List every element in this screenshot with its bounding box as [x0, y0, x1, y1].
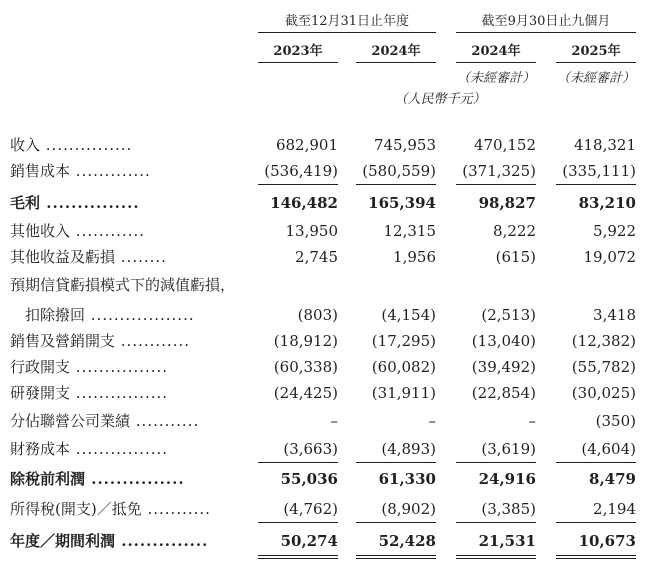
row-value-col-1: 52,428: [378, 532, 436, 550]
rule-after-profit-2: [456, 555, 536, 556]
row-label-text: 分佔聯營公司業績: [10, 412, 131, 430]
row-leader-dots: ................: [70, 440, 169, 458]
row-label-text: 其他收入: [10, 222, 71, 240]
year-rule-1: [356, 62, 436, 63]
table-row: [0, 530, 659, 553]
table-row: [0, 160, 659, 183]
row-label-text: 銷售及營銷開支: [10, 332, 116, 350]
row-value-col-2: 98,827: [478, 194, 536, 212]
row-leader-dots: ...........: [141, 500, 211, 518]
row-value-col-1: 745,953: [373, 136, 436, 154]
row-leader-dots: ............: [70, 222, 146, 240]
table-row: [0, 330, 659, 353]
rule-after-income-tax-2: [456, 522, 536, 523]
row-value-col-3: 19,072: [583, 248, 636, 266]
table-row: [0, 438, 659, 461]
row-value-col-0: (803): [297, 306, 338, 324]
row-value-col-3: (12,382): [571, 332, 636, 350]
row-value-col-1: (31,911): [371, 384, 436, 402]
row-label: [10, 192, 140, 215]
row-value-col-2: (13,040): [471, 332, 536, 350]
year-rule-2: [456, 62, 536, 63]
row-label: [10, 220, 145, 243]
rule-after-finance-costs-3: [556, 462, 636, 463]
row-value-col-3: 5,922: [593, 222, 636, 240]
row-leader-dots: ...............: [85, 470, 185, 488]
row-label-text: 預期信貸虧損模式下的減值虧損，: [10, 276, 236, 294]
row-leader-dots: ................: [70, 384, 169, 402]
rule-after-profit-0: [258, 555, 338, 556]
row-label: [10, 134, 132, 157]
rule-after-income-tax-1: [356, 522, 436, 523]
unaudited-note-2024: （未經審計）: [456, 71, 535, 86]
row-value-col-0: (3,663): [283, 440, 338, 458]
unaudited-note-2025: （未經審計）: [556, 71, 635, 86]
row-label: [10, 274, 235, 297]
header-group-b-rule: [456, 32, 636, 33]
row-value-col-2: –: [528, 412, 536, 430]
rule-after-finance-costs-0: [258, 462, 338, 463]
row-value-col-3: 3,418: [593, 306, 636, 324]
rule-after-profit-double-1: [356, 558, 436, 559]
row-value-col-0: (4,762): [283, 500, 338, 518]
row-label: [10, 468, 185, 491]
row-value-col-0: (60,338): [273, 358, 338, 376]
row-label: [10, 438, 168, 461]
row-label: [10, 160, 151, 183]
table-row: [0, 220, 659, 243]
rule-after-profit-1: [356, 555, 436, 556]
rule-after-cost-of-sales-2: [456, 184, 536, 185]
header-year-2023: 2023年: [273, 44, 323, 59]
header-group-nine-months: 截至9月30日止九個月: [481, 14, 611, 29]
header-group-year-end: 截至12月31日止年度: [284, 14, 410, 29]
row-label: [10, 498, 211, 521]
table-row: [0, 246, 659, 269]
table-row: [0, 468, 659, 491]
header-group-a-rule: [258, 32, 436, 33]
row-value-col-2: (615): [495, 248, 536, 266]
table-row: [0, 410, 659, 433]
table-row: [0, 382, 659, 405]
header-year-2024-b: 2024年: [471, 44, 521, 59]
row-leader-dots: ...............: [40, 136, 133, 154]
table-row: [0, 192, 659, 215]
row-value-col-3: 10,673: [578, 532, 636, 550]
row-value-col-3: (55,782): [571, 358, 636, 376]
row-leader-dots: ...........: [130, 412, 200, 430]
row-value-col-3: (30,025): [571, 384, 636, 402]
table-row: [0, 304, 659, 327]
row-value-col-2: 24,916: [478, 470, 536, 488]
row-value-col-3: 2,194: [593, 500, 636, 518]
header-year-2024-a: 2024年: [371, 44, 421, 59]
rule-after-cost-of-sales-0: [258, 184, 338, 185]
rule-after-profit-3: [556, 555, 636, 556]
row-value-col-3: (4,604): [581, 440, 636, 458]
row-value-col-1: (8,902): [381, 500, 436, 518]
row-value-col-2: 470,152: [473, 136, 536, 154]
year-rule-0: [258, 62, 338, 63]
row-value-col-2: (3,619): [481, 440, 536, 458]
table-row: [0, 134, 659, 157]
row-leader-dots: ...............: [40, 194, 140, 212]
row-value-col-1: –: [428, 412, 436, 430]
rule-after-cost-of-sales-3: [556, 184, 636, 185]
row-value-col-1: (60,082): [371, 358, 436, 376]
row-value-col-1: 61,330: [378, 470, 436, 488]
row-value-col-1: (4,893): [381, 440, 436, 458]
rule-after-profit-double-2: [456, 558, 536, 559]
row-label-text: 財務成本: [10, 440, 71, 458]
row-label: [25, 304, 195, 327]
row-value-col-3: (350): [595, 412, 636, 430]
row-label-text: 毛利: [10, 194, 41, 212]
row-value-col-0: –: [330, 412, 338, 430]
row-value-col-2: (39,492): [471, 358, 536, 376]
row-value-col-3: 418,321: [573, 136, 636, 154]
rule-after-finance-costs-1: [356, 462, 436, 463]
row-leader-dots: ............: [115, 332, 191, 350]
row-value-col-0: 50,274: [280, 532, 338, 550]
rule-after-cost-of-sales-1: [356, 184, 436, 185]
row-value-col-0: (24,425): [273, 384, 338, 402]
row-value-col-0: 13,950: [285, 222, 338, 240]
row-value-col-0: 682,901: [275, 136, 338, 154]
row-value-col-3: 83,210: [578, 194, 636, 212]
row-label-text: 研發開支: [10, 384, 71, 402]
header-year-2025: 2025年: [571, 44, 621, 59]
row-value-col-0: (18,912): [273, 332, 338, 350]
row-value-col-2: (3,385): [481, 500, 536, 518]
rule-after-profit-double-0: [258, 558, 338, 559]
row-label-text: 收入: [10, 136, 41, 154]
rule-after-income-tax-0: [258, 522, 338, 523]
row-leader-dots: ..............: [115, 532, 209, 550]
rule-after-income-tax-3: [556, 522, 636, 523]
table-row: [0, 498, 659, 521]
row-value-col-0: 146,482: [270, 194, 338, 212]
rule-after-finance-costs-2: [456, 462, 536, 463]
currency-note: （人民幣千元）: [394, 92, 486, 107]
row-value-col-3: (335,111): [562, 162, 636, 180]
row-label: [10, 246, 167, 269]
row-label: [10, 530, 208, 553]
row-leader-dots: ..................: [85, 306, 195, 324]
row-value-col-1: (4,154): [381, 306, 436, 324]
row-value-col-0: 2,745: [295, 248, 338, 266]
row-leader-dots: .............: [70, 162, 151, 180]
row-value-col-2: (371,325): [462, 162, 536, 180]
row-value-col-1: 1,956: [393, 248, 436, 266]
row-value-col-1: 165,394: [368, 194, 436, 212]
rule-after-profit-double-3: [556, 558, 636, 559]
row-label: [10, 410, 199, 433]
row-leader-dots: ........: [115, 248, 167, 266]
row-label: [10, 382, 168, 405]
row-value-col-2: 21,531: [478, 532, 536, 550]
row-value-col-3: 8,479: [589, 470, 636, 488]
row-label-text: 扣除撥回: [25, 306, 86, 324]
year-rule-3: [556, 62, 636, 63]
row-label: [10, 356, 168, 379]
row-label-text: 銷售成本: [10, 162, 71, 180]
row-value-col-1: (580,559): [362, 162, 436, 180]
row-leader-dots: ................: [70, 358, 169, 376]
table-row: [0, 356, 659, 379]
table-row: [0, 274, 659, 297]
row-label-text: 所得稅(開支)／抵免: [10, 500, 142, 518]
row-value-col-1: 12,315: [383, 222, 436, 240]
row-label: [10, 330, 190, 353]
row-value-col-2: (2,513): [481, 306, 536, 324]
row-label-text: 其他收益及虧損: [10, 248, 116, 266]
row-label-text: 年度／期間利潤: [10, 532, 116, 550]
row-value-col-0: 55,036: [280, 470, 338, 488]
row-value-col-2: 8,222: [493, 222, 536, 240]
row-value-col-1: (17,295): [371, 332, 436, 350]
row-value-col-0: (536,419): [264, 162, 338, 180]
row-label-text: 除稅前利潤: [10, 470, 86, 488]
row-value-col-2: (22,854): [471, 384, 536, 402]
row-label-text: 行政開支: [10, 358, 71, 376]
